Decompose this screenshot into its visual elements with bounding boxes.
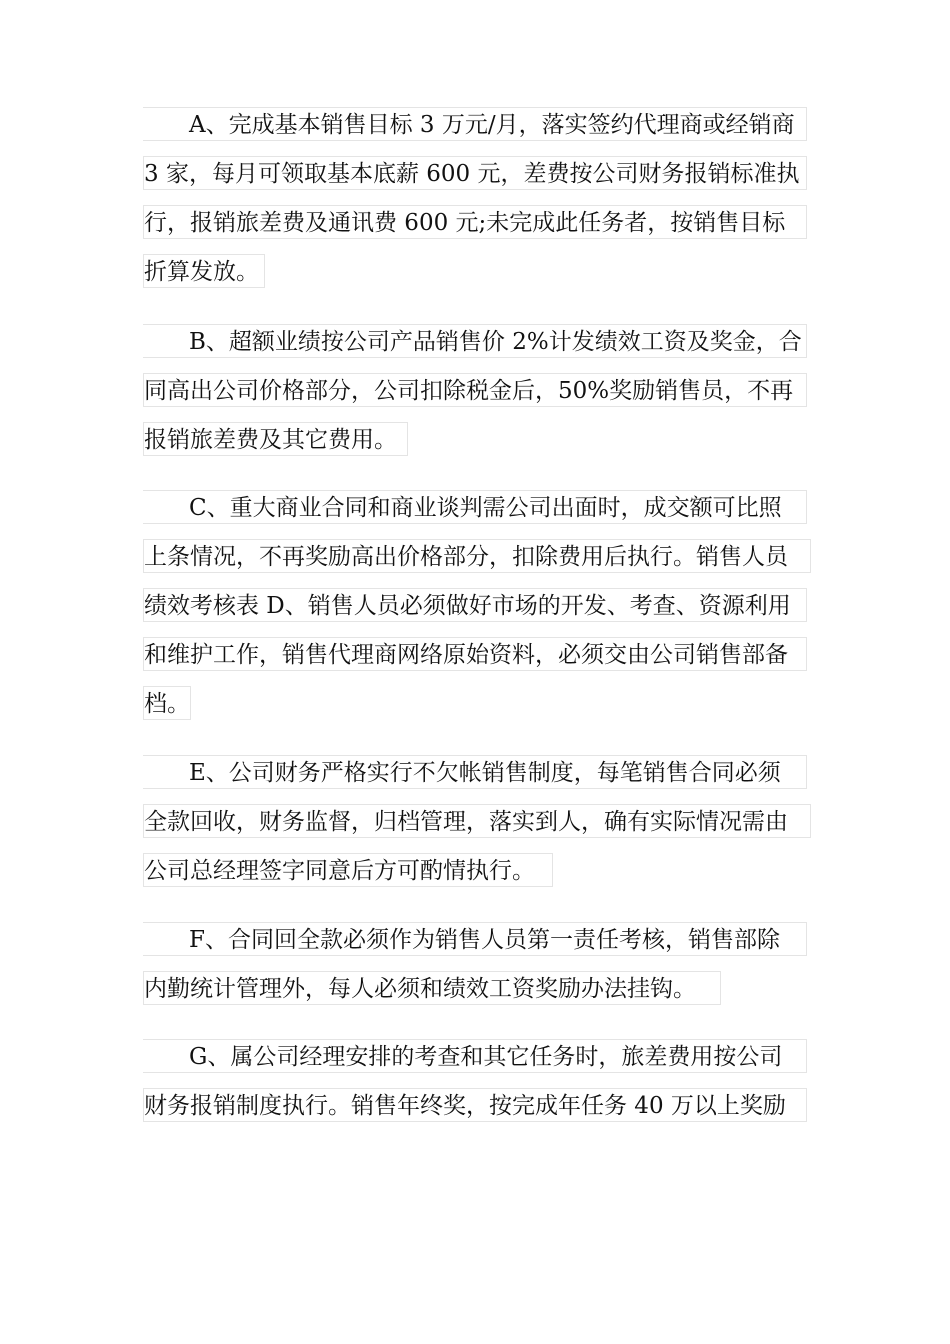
- paragraph-line: 财务报销制度执行。销售年终奖，按完成年任务 40 万以上奖励: [143, 1088, 807, 1122]
- paragraph-line: F、合同回全款必须作为销售人员第一责任考核，销售部除: [143, 922, 807, 956]
- paragraph-line: 全款回收，财务监督，归档管理，落实到人，确有实际情况需由: [143, 804, 811, 838]
- paragraph-line: 折算发放。: [143, 254, 265, 288]
- paragraph-line: B、超额业绩按公司产品销售价 2%计发绩效工资及奖金，合: [143, 324, 807, 358]
- paragraph-line: 报销旅差费及其它费用。: [143, 422, 408, 456]
- paragraph-line: 档。: [143, 686, 191, 720]
- paragraph-line: G、属公司经理安排的考查和其它任务时，旅差费用按公司: [143, 1039, 807, 1073]
- paragraph-line: 和维护工作，销售代理商网络原始资料，必须交由公司销售部备: [143, 637, 807, 671]
- paragraph-line: C、重大商业合同和商业谈判需公司出面时，成交额可比照: [143, 490, 807, 524]
- paragraph-line: 同高出公司价格部分，公司扣除税金后，50%奖励销售员，不再: [143, 373, 807, 407]
- paragraph-line: 公司总经理签字同意后方可酌情执行。: [143, 853, 553, 887]
- paragraph-line: E、公司财务严格实行不欠帐销售制度，每笔销售合同必须: [143, 755, 807, 789]
- paragraph-line: A、完成基本销售目标 3 万元/月，落实签约代理商或经销商: [143, 107, 807, 141]
- paragraph-line: 绩效考核表 D、销售人员必须做好市场的开发、考查、资源利用: [143, 588, 807, 622]
- paragraph-line: 行，报销旅差费及通讯费 600 元;未完成此任务者，按销售目标: [143, 205, 807, 239]
- paragraph-line: 内勤统计管理外，每人必须和绩效工资奖励办法挂钩。: [143, 971, 721, 1005]
- paragraph-line: 上条情况，不再奖励高出价格部分，扣除费用后执行。销售人员: [143, 539, 811, 573]
- paragraph-line: 3 家，每月可领取基本底薪 600 元，差费按公司财务报销标准执: [143, 156, 807, 190]
